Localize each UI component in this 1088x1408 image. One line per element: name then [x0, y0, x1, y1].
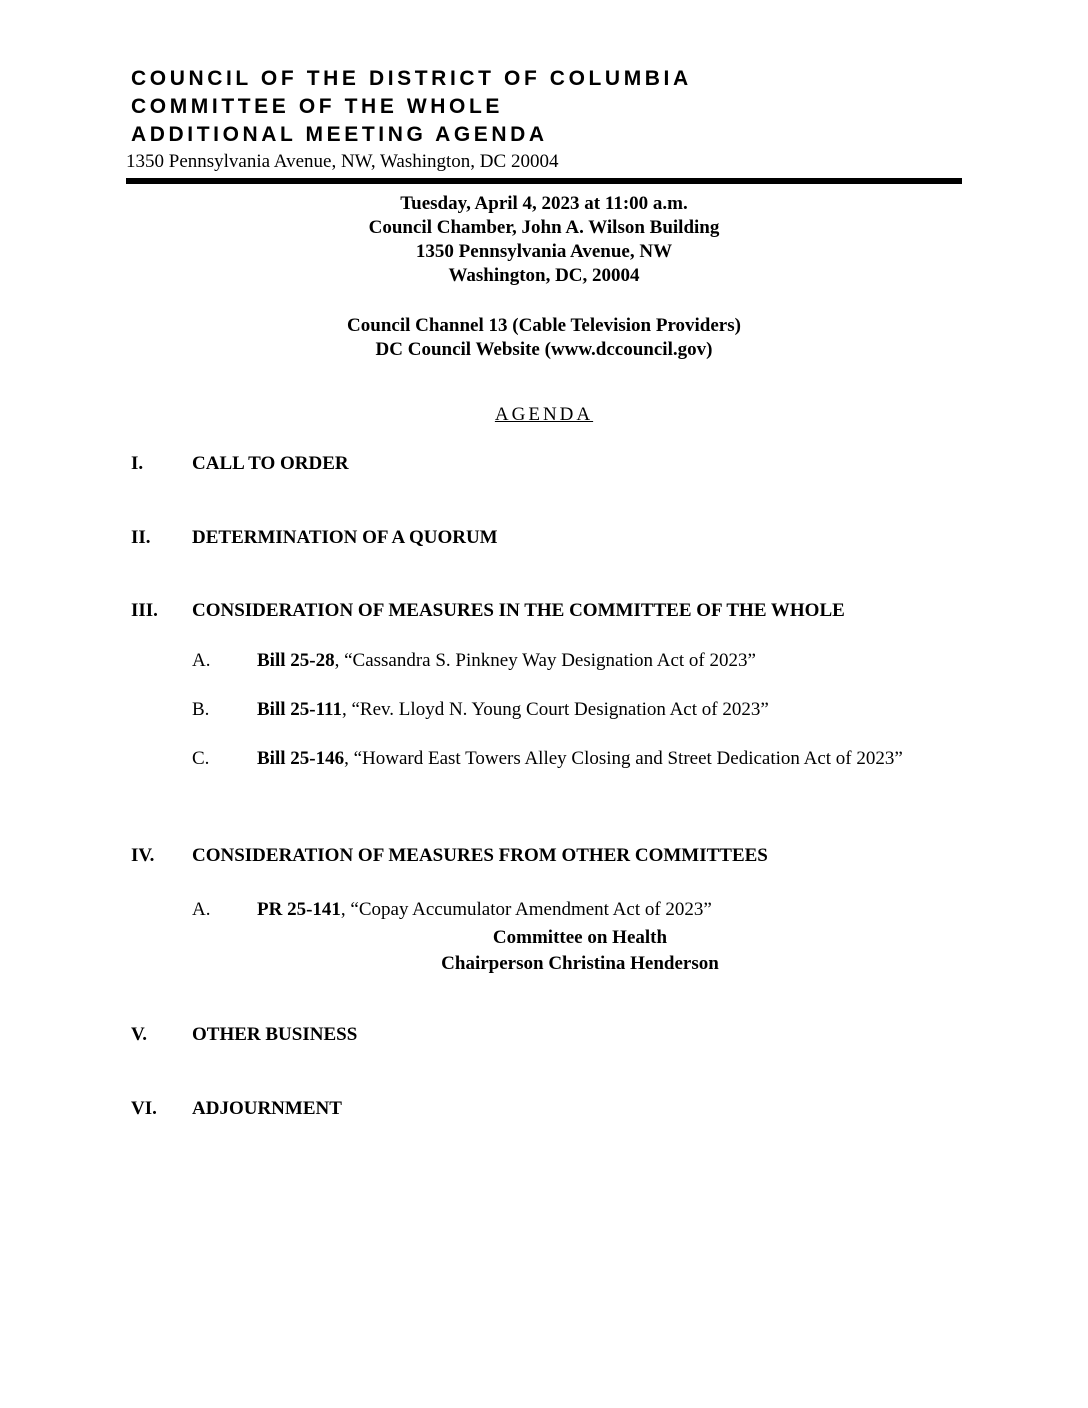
- item-letter: A.: [192, 650, 211, 671]
- item-letter: C.: [192, 748, 210, 769]
- section-other-business: [131, 1023, 961, 1047]
- bill-number: Bill 25-111: [257, 699, 342, 720]
- section-measures-cow: [131, 599, 961, 623]
- bill-title: , “Copay Accumulator Amendment Act of 2023”: [340, 899, 712, 920]
- bill-number: PR 25-141: [257, 899, 341, 920]
- item-letter: B.: [192, 699, 210, 720]
- meeting-location: Council Chamber, John A. Wilson Building: [368, 217, 720, 238]
- broadcast-website: DC Council Website (www.dccouncil.gov): [375, 339, 713, 360]
- meeting-info: [126, 192, 962, 288]
- header-agenda-type: ADDITIONAL MEETING AGENDA: [131, 123, 548, 146]
- broadcast-info: [126, 314, 962, 362]
- header-address: 1350 Pennsylvania Avenue, NW, Washington, DC 20004: [126, 151, 559, 172]
- committee-chair: Chairperson Christina Henderson: [441, 953, 719, 974]
- section-title: CONSIDERATION OF MEASURES FROM OTHER COMMITTEES: [192, 845, 768, 866]
- section-quorum: [131, 526, 961, 550]
- header-committee: COMMITTEE OF THE WHOLE: [131, 95, 504, 118]
- header-divider: [126, 178, 962, 184]
- section-title: OTHER BUSINESS: [192, 1024, 358, 1045]
- bill-title: , “Howard East Towers Alley Closing and Street Dedication Act of 2023”: [344, 748, 903, 769]
- bill-number: Bill 25-146: [257, 748, 345, 769]
- agenda-heading: AGENDA: [494, 404, 594, 425]
- committee-referral: [380, 925, 780, 977]
- bill-number: Bill 25-28: [257, 650, 335, 671]
- committee-name: Committee on Health: [492, 927, 668, 948]
- bill-title: , “Cassandra S. Pinkney Way Designation Act of 2023”: [334, 650, 756, 671]
- section-measures-other: [131, 844, 961, 868]
- section-number: III.: [131, 600, 158, 621]
- section-number: IV.: [131, 845, 155, 866]
- meeting-city: Washington, DC, 20004: [448, 265, 640, 286]
- section-number: II.: [131, 527, 151, 548]
- section-number: VI.: [131, 1098, 157, 1119]
- meeting-datetime: Tuesday, April 4, 2023 at 11:00 a.m.: [400, 193, 688, 214]
- header-council: COUNCIL OF THE DISTRICT OF COLUMBIA: [131, 67, 692, 90]
- item-letter: A.: [192, 899, 211, 920]
- section-call-to-order: [131, 452, 961, 476]
- section-number: V.: [131, 1024, 148, 1045]
- meeting-street: 1350 Pennsylvania Avenue, NW: [415, 241, 673, 262]
- section-title: ADJOURNMENT: [192, 1098, 342, 1119]
- section-adjournment: [131, 1097, 961, 1121]
- section-title: CONSIDERATION OF MEASURES IN THE COMMITTEE OF THE WHOLE: [192, 600, 845, 621]
- bill-title: , “Rev. Lloyd N. Young Court Designation Act of 2023”: [342, 699, 769, 720]
- section-title: CALL TO ORDER: [192, 453, 349, 474]
- section-number: I.: [131, 453, 144, 474]
- broadcast-channel: Council Channel 13 (Cable Television Providers): [347, 315, 741, 336]
- section-title: DETERMINATION OF A QUORUM: [192, 527, 498, 548]
